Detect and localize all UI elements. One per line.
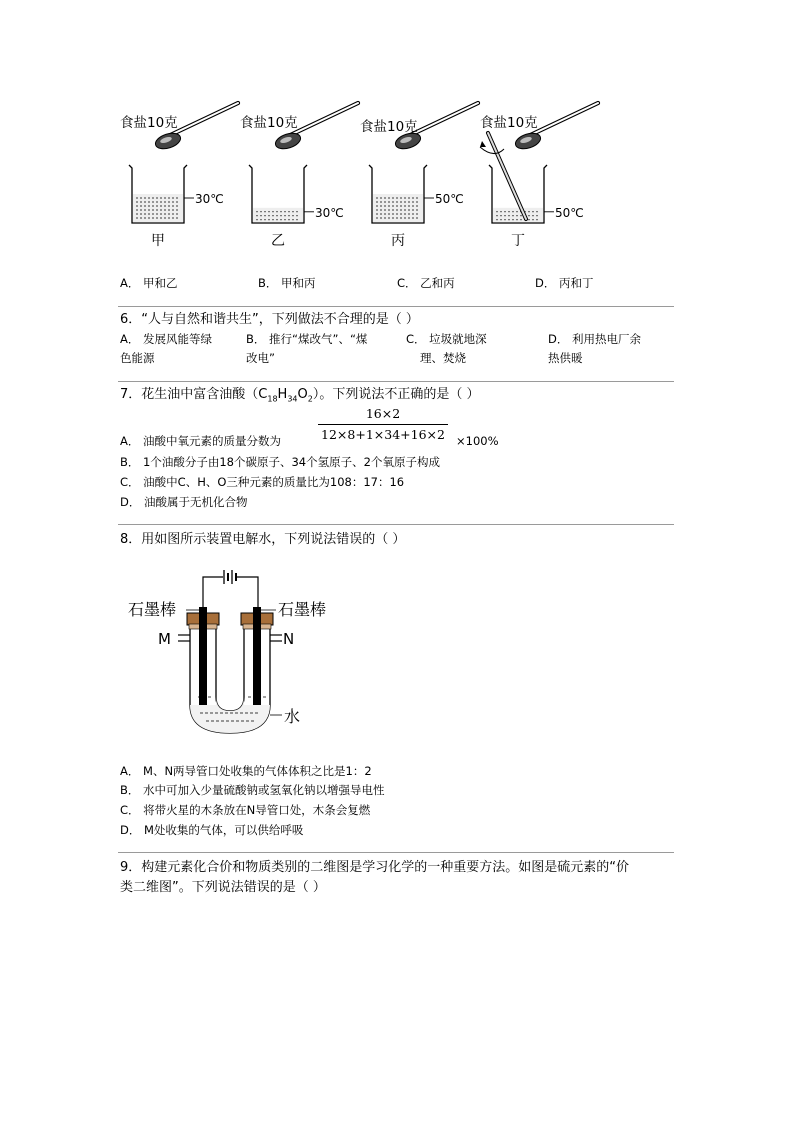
label-graphite-right: 石墨棒 [278,600,327,619]
q8-option-b: B． 水中可加入少量硫酸钠或氢氧化钠以增强导电性 [120,783,385,797]
q6-option-a-line1: A． 发展风能等绿 [120,332,213,346]
electrolysis-diagram [120,565,350,745]
q5-option-b: B． 甲和丙 [258,276,316,290]
formula-sub: 2 [307,394,313,404]
q6-option-c-line1: C． 垃圾就地深 [406,332,487,346]
beaker-label: 丁 [511,233,525,249]
label-n: N [283,630,295,648]
divider [118,852,674,853]
salt-label: 食盐10克 [360,119,418,135]
q6-stem: 6．“人与自然和谐共生”，下列做法不合理的是（ ） [120,312,419,327]
temperature-label: 30℃ [195,192,224,206]
salt-label: 食盐10克 [240,115,298,131]
formula-part: O [297,387,308,402]
q7-option-d: D． 油酸属于无机化合物 [120,495,248,509]
q9-line2: 类二维图”。下列说法错误的是（ ） [120,880,326,895]
q6-option-b-line1: B． 推行“煤改气”、“煤 [246,332,368,346]
q8-option-a: A． M、N两导管口处收集的气体体积之比是1：2 [120,764,372,778]
formula-sub: 18 [267,394,278,404]
q7-option-a: A． 油酸中氧元素的质量分数为 [120,434,282,448]
q7-option-c: C． 油酸中C、H、O三种元素的质量比为108：17：16 [120,475,405,489]
divider [118,381,674,382]
q7-stem-suffix: ）。下列说法不正确的是（ ） [312,387,480,402]
stir-arrow-head [480,141,486,147]
q6-option-a-line2: 色能源 [120,351,155,365]
q5-option-c: C． 乙和丙 [397,276,455,290]
q6-option-d-line1: D． 利用热电厂余 [548,332,642,346]
beaker-label: 乙 [271,233,285,249]
formula-part: H [277,387,288,402]
beaker-label: 甲 [151,233,165,249]
temperature-label: 30℃ [315,205,344,220]
electrolysis-figure [120,565,350,745]
q9-line1: 9．构建元素化合价和物质类别的二维图是学习化学的一种重要方法。如图是硫元素的“价 [120,860,630,875]
divider [118,306,674,307]
label-m: M [158,630,171,648]
q5-option-a: A． 甲和乙 [120,276,178,290]
formula-sub: 34 [287,394,298,404]
beaker-figure [110,95,630,255]
q6-option-d-line2: 热供暖 [548,351,583,365]
q7-option-b: B． 1个油酸分子由18个碳原子、34个氢原子、2个氧原子构成 [120,455,440,469]
fraction-bar [318,424,448,425]
q6-option-b-line2: 改电” [246,351,275,365]
temperature-label: 50℃ [555,205,584,220]
q5-option-d: D． 丙和丁 [535,276,594,290]
temperature-label: 50℃ [435,192,464,206]
fraction-numerator: 16×2 [365,406,401,421]
fraction-denominator: 12×8+1×34+16×2 [321,427,445,442]
q6-option-c-line2: 理、焚烧 [420,351,466,365]
q7-stem [120,387,479,408]
salt-label: 食盐10克 [480,115,538,131]
label-graphite-left: 石墨棒 [128,600,177,619]
q8-stem: 8．用如图所示装置电解水，下列说法错误的（ ） [120,532,406,547]
stir-arrow [480,147,504,154]
beaker-diagram [110,95,630,255]
q8-option-c: C． 将带火星的木条放在N导管口处，木条会复燃 [120,803,371,817]
q7-stem-prefix: 7．花生油中富含油酸（C [120,387,268,402]
q7-option-a-suffix: ×100% [456,434,499,448]
q8-option-d: D． M处收集的气体，可以供给呼吸 [120,823,304,837]
divider [118,524,674,525]
beaker-label: 丙 [391,233,405,249]
salt-label: 食盐10克 [120,115,178,131]
label-water: 水 [284,707,301,726]
